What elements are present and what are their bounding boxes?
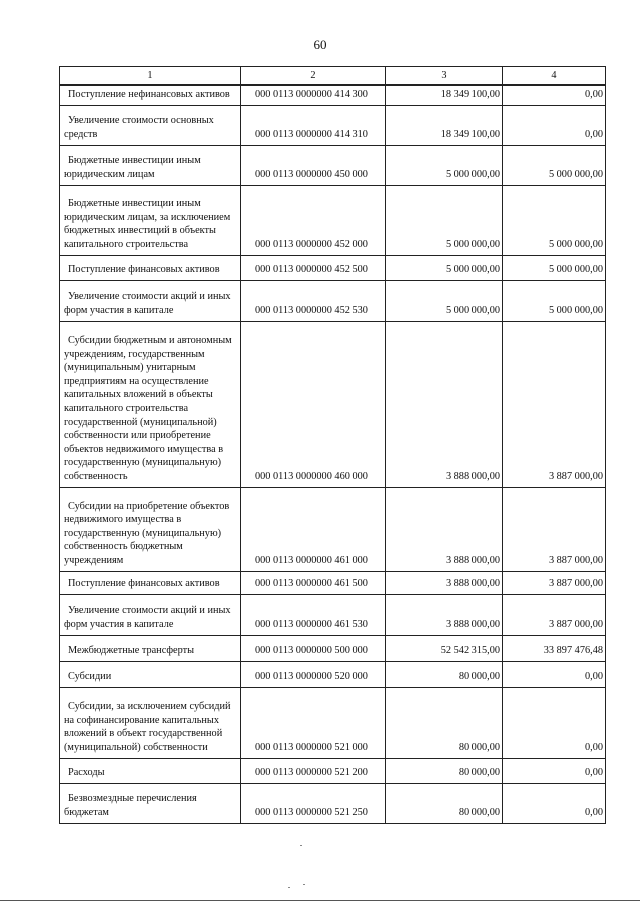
row-value-3: 5 000 000,00 (386, 280, 503, 321)
row-name: Поступление нефинансовых активов (60, 85, 241, 105)
row-value-4: 5 000 000,00 (503, 185, 606, 255)
row-value-4: 0,00 (503, 783, 606, 823)
table-row (60, 661, 606, 687)
row-name: Поступление финансовых активов (60, 571, 241, 594)
row-code: 000 0113 0000000 452 000 (241, 185, 386, 255)
column-header: 4 (503, 67, 606, 86)
row-name: Поступление финансовых активов (60, 255, 241, 280)
page-number: 60 (313, 37, 327, 52)
row-value-4: 0,00 (503, 85, 606, 105)
row-name: Субсидии, за исключением субсидий на софинансирование капитальных вложений в объект государственной (муниципальной) собственности (60, 687, 241, 758)
table-row (60, 487, 606, 571)
row-name: Межбюджетные трансферты (60, 635, 241, 661)
table-row (60, 687, 606, 758)
row-value-4: 0,00 (503, 661, 606, 687)
table-row (60, 571, 606, 594)
table-row (60, 145, 606, 185)
row-name: Субсидии (60, 661, 241, 687)
row-value-3: 18 349 100,00 (386, 105, 503, 145)
row-name: Субсидии на приобретение объектов недвижимого имущества в государственную (муниципальную) собственность бюджетным учреждениям (60, 487, 241, 571)
row-value-4: 0,00 (503, 758, 606, 783)
table-row (60, 594, 606, 635)
scan-speck (300, 845, 302, 846)
table-row (60, 758, 606, 783)
row-code: 000 0113 0000000 461 000 (241, 487, 386, 571)
row-value-4: 3 887 000,00 (503, 594, 606, 635)
row-value-3: 18 349 100,00 (386, 85, 503, 105)
row-code: 000 0113 0000000 460 000 (241, 321, 386, 487)
row-code: 000 0113 0000000 450 000 (241, 145, 386, 185)
row-value-4: 33 897 476,48 (503, 635, 606, 661)
row-name: Увеличение стоимости основных средств (60, 105, 241, 145)
page-bottom-edge (0, 900, 640, 901)
row-name: Субсидии бюджетным и автономным учреждениям, государственным (муниципальным) унитарным предприятиям на осуществление капитальных вложений в объекты капитального строительства государственной (муниципальной) собственности или приобретение объектов недвижимого имущества в государственную (муниципальную) собственность (60, 321, 241, 487)
row-value-3: 80 000,00 (386, 783, 503, 823)
row-code: 000 0113 0000000 521 000 (241, 687, 386, 758)
row-code: 000 0113 0000000 521 250 (241, 783, 386, 823)
row-name: Бюджетные инвестиции иным юридическим лицам (60, 145, 241, 185)
row-code: 000 0113 0000000 461 500 (241, 571, 386, 594)
row-value-4: 0,00 (503, 687, 606, 758)
row-code: 000 0113 0000000 452 530 (241, 280, 386, 321)
row-value-3: 52 542 315,00 (386, 635, 503, 661)
row-name: Расходы (60, 758, 241, 783)
table-row (60, 635, 606, 661)
table-row (60, 85, 606, 105)
row-value-3: 3 888 000,00 (386, 594, 503, 635)
row-value-4: 0,00 (503, 105, 606, 145)
row-value-4: 3 887 000,00 (503, 321, 606, 487)
table-row (60, 321, 606, 487)
row-value-3: 80 000,00 (386, 758, 503, 783)
column-header: 3 (386, 67, 503, 86)
row-name: Увеличение стоимости акций и иных форм участия в капитале (60, 594, 241, 635)
row-name: Безвозмездные перечисления бюджетам (60, 783, 241, 823)
row-code: 000 0113 0000000 414 300 (241, 85, 386, 105)
row-value-3: 3 888 000,00 (386, 487, 503, 571)
row-code: 000 0113 0000000 520 000 (241, 661, 386, 687)
column-header: 1 (60, 67, 241, 86)
row-value-3: 3 888 000,00 (386, 571, 503, 594)
row-code: 000 0113 0000000 452 500 (241, 255, 386, 280)
row-name: Бюджетные инвестиции иным юридическим лицам, за исключением бюджетных инвестиций в объекты капитального строительства (60, 185, 241, 255)
row-value-3: 3 888 000,00 (386, 321, 503, 487)
row-value-4: 3 887 000,00 (503, 571, 606, 594)
row-value-3: 5 000 000,00 (386, 255, 503, 280)
column-header: 2 (241, 67, 386, 86)
row-name: Увеличение стоимости акций и иных форм участия в капитале (60, 280, 241, 321)
row-code: 000 0113 0000000 500 000 (241, 635, 386, 661)
row-value-4: 5 000 000,00 (503, 255, 606, 280)
scan-speck (288, 887, 290, 888)
row-code: 000 0113 0000000 414 310 (241, 105, 386, 145)
row-value-3: 5 000 000,00 (386, 185, 503, 255)
table-row (60, 783, 606, 823)
row-value-4: 3 887 000,00 (503, 487, 606, 571)
row-value-3: 80 000,00 (386, 661, 503, 687)
row-value-3: 80 000,00 (386, 687, 503, 758)
table-row (60, 105, 606, 145)
row-code: 000 0113 0000000 461 530 (241, 594, 386, 635)
table-header-row (60, 67, 606, 86)
table-row (60, 280, 606, 321)
budget-table (59, 66, 606, 824)
table-row (60, 255, 606, 280)
row-value-4: 5 000 000,00 (503, 280, 606, 321)
scan-speck (303, 884, 305, 885)
row-value-4: 5 000 000,00 (503, 145, 606, 185)
table-row (60, 185, 606, 255)
row-value-3: 5 000 000,00 (386, 145, 503, 185)
row-code: 000 0113 0000000 521 200 (241, 758, 386, 783)
